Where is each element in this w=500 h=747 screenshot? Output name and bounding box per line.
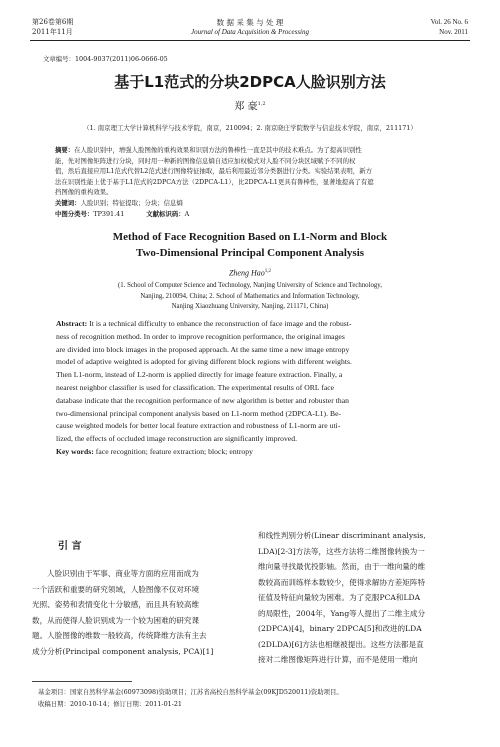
classification-codes: 中图分类号：TP391.41 文献标识码：A (55, 209, 190, 218)
abstract-cn-line: 挡图像的重构效果。 (55, 188, 113, 197)
author-cn-sup: 1,2 (257, 101, 266, 107)
author-cn-name: 郑 豪 (234, 101, 258, 113)
affiliation-en: (1. School of Computer Science and Technology, Nanjing University of Science and Technology, Nanjing, 210094, China; 2. School of Mathematics and Information Technology, Nanjing Xiaozhuang University, Nanjing, 211171, China) (118, 282, 382, 310)
keywords-en-label: Key words: (56, 446, 94, 456)
body-right-column: 和线性判别分析(Linear discriminant analysis, LDA)[2-3]方法等，这些方法将二维图像转换为一 维向量寻找最优投影轴。然而，由于一维向量的维 数较高而训练样本数较少，使得求解协方差矩阵特 征值及特征向量较为困难。为了克服PCA和LDA 的局限性，2004年，Yang等人提出了二维主成分 (2DPCA)[4]，binary 2DPCA[5]和改进的LDA (2DLDA)[6]方法也相继被提出。这些方法都是直 接对二维图像矩阵进行计算，而不是使用一维向 (258, 531, 426, 664)
keywords-cn-label: 关键词： (55, 198, 81, 207)
affiliation-cn: （1. 南京理工大学计算机科学与技术学院，南京，210094；2. 南京晓庄学院数学与信息技术学院，南京，211171） (83, 124, 417, 132)
abstract-en-label: Abstract: (56, 319, 88, 328)
abstract-en-line: Abstract: It is a technical difficulty to enhance the reconstruction of face image and the robust- (56, 319, 352, 328)
abstract-cn (55, 145, 445, 219)
abstract-cn-line: 能，先对图像矩阵进行分块，同时用一种新的图像信息熵自适应加权模式对人脸不同分块区域赋予不同的权 (55, 156, 356, 165)
footnote-dates: 收稿日期：2010-10-14；修订日期：2011-01-21 (38, 700, 182, 708)
abstract-cn-label: 摘要： (55, 146, 75, 154)
volume-issue-en: Vol. 26 No. 6 (430, 18, 468, 26)
author-en: Zheng Hao$^{1,2}$ (228, 268, 272, 278)
date-cn: 2011年11月 (32, 28, 73, 36)
body-left-column: 人脸识别由于军事、商业等方面的应用而成为 一个活跃和重要的研究领域，人脸图像不仅对环境 光照、姿势和表情变化十分敏感，而且具有较高维 数，从而使得人脸识别成为一个较为困难的研究课 题。人脸图像的维数一般较高，传统降维方法有主去 成分分析(Principal component analysis, PCA)[1] (32, 569, 214, 656)
title-cn: 基于L1范式的分块2DPCA人脸识别方法 (114, 73, 386, 91)
abstract-cn-line: 法在识别性能上优于基于L1范式的2DPCA方法（2DPCA-L1），比2DPCA-L1更具有鲁棒性，显著地提高了有遮 (55, 177, 374, 186)
header-rule (30, 40, 470, 41)
abstract-en: Abstract: It is a technical difficulty to enhance the reconstruction of face image and the robust- ness of recognition method. In order to improve recognition performance, the original images are divided into block images in the proposed approach. At the same time a new image entropy model of adaptive weighted is adopted for giving different block regions with different weights. Then L1-norm, instead of L2-norm is applied directly for image feature extraction. Finally, a nearest neighbor classifier is used for classification. The experimental results of ORL face database indicate that the recognition performance of new algorithm is better and robuster than two-dimensional principal component analysis based on L1-norm method (2DPCA-L1). Be- cause weighted models for better local feature extraction and robustness of L1-norm are uti- lized, the effects of occluded image reconstruction are significantly improved. Key words: face recognition; feature extraction; block; entropy (56, 318, 448, 459)
keywords-cn: 关键词：人脸识别；特征提取；分块；信息熵 (55, 198, 183, 207)
volume-issue-cn: 第26卷第6期 (32, 18, 74, 26)
title-en-line-1: Method of Face Recognition Based on L1-Norm and Block (112, 231, 388, 243)
date-en: Nov. 2011 (439, 28, 468, 36)
author-cn (150, 98, 350, 113)
abstract-cn-line: 值，然后直接应用L1范式代替L2范式进行图像特征抽取，最后利用最近邻分类器进行分类。实验结果表明，新方 (55, 167, 372, 176)
abstract-cn-line: 摘要：在人脸识别中，增强人脸图像的重构效果和识别方法的鲁棒性一直是其中的技术难点。为了提高识别性 (55, 146, 362, 154)
title-en-line-2: Two-Dimensional Principal Component Analysis (135, 247, 365, 259)
footnote-rule (32, 681, 132, 682)
section-heading-introduction: 引 言 (58, 541, 82, 552)
journal-name-cn: 数 据 采 集 与 处 理 (216, 18, 284, 27)
footnote-funding: 基金项目：国家自然科学基金(60973098)资助项目；江苏省高校自然科学基金(09KJD520011)资助项目。 (38, 688, 343, 696)
article-number: 文章编号：1004-9037(2011)06-0666-05 (43, 55, 168, 63)
journal-name-en: Journal of Data Acquisition & Processing (190, 28, 310, 36)
keywords-en: Key words: face recognition; feature extraction; block; entropy (56, 446, 253, 456)
